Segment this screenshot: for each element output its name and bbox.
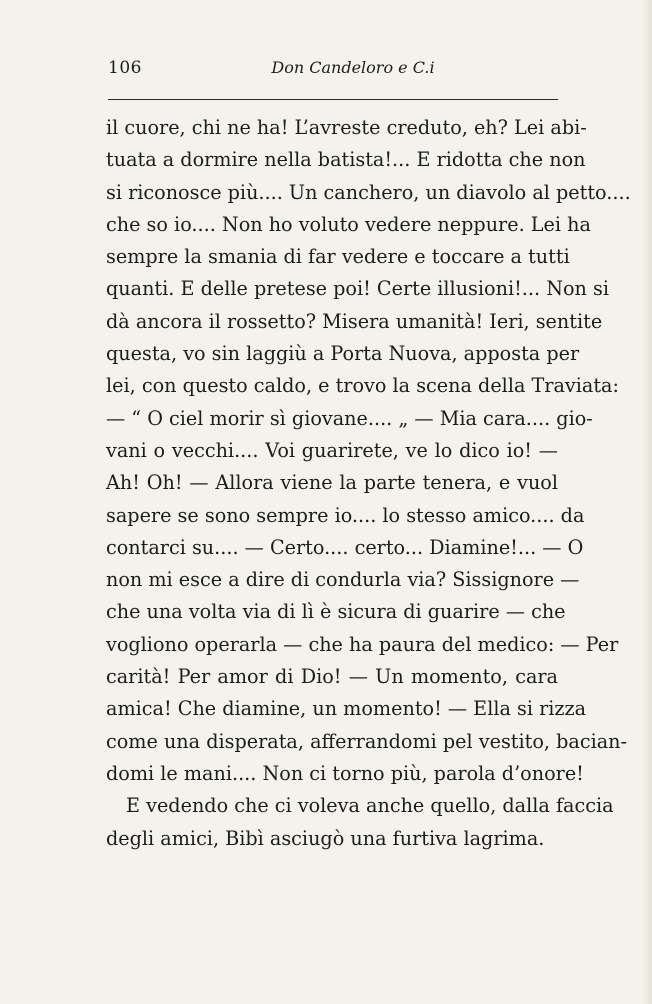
text-line: tuata a dormire nella batista!... E ridotta che non (106, 148, 586, 172)
text-line: sempre la smania di far vedere e toccare a tutti (106, 245, 570, 269)
text-line: non mi esce a dire di condurla via? Sissignore — (106, 568, 580, 592)
text-line: Ah! Oh! — Allora viene la parte tenera, e vuol (106, 471, 558, 495)
text-line: si riconosce più.... Un canchero, un diavolo al petto.... (106, 180, 631, 204)
text-line: sapere se sono sempre io.... lo stesso amico.... da (106, 503, 585, 527)
text-line: quanti. E delle pretese poi! Certe illusioni!... Non si (106, 277, 609, 301)
text-line: carità! Per amor di Dio! — Un momento, cara (106, 665, 558, 689)
text-line: — “ O ciel morir sì giovane.... „ — Mia cara.... gio- (106, 406, 593, 430)
text-line: E vedendo che ci voleva anche quello, dalla faccia (126, 794, 614, 818)
text-line: amica! Che diamine, un momento! — Ella si rizza (106, 697, 587, 721)
text-line: degli amici, Bibì asciugò una furtiva lagrima. (106, 826, 545, 850)
text-line: che una volta via di lì è sicura di guarire — che (106, 600, 566, 624)
body-text (106, 112, 631, 855)
running-title: Don Candeloro e C.i (271, 58, 435, 77)
text-line: il cuore, chi ne ha! L’avreste creduto, eh? Lei abi- (106, 116, 587, 139)
text-line: questa, vo sin laggiù a Porta Nuova, apposta per (106, 342, 580, 366)
text-line: dà ancora il rossetto? Misera umanità! Ieri, sentite (106, 309, 603, 333)
text-line: lei, con questo caldo, e trovo la scena della Traviata: (106, 374, 619, 398)
page-edge (642, 0, 652, 1004)
text-line: come una disperata, afferrandomi pel vestito, bacian- (106, 729, 628, 753)
header-rule (108, 99, 558, 100)
text-line: contarci su.... — Certo.... certo... Diamine!... — O (106, 535, 584, 559)
text-line: che so io.... Non ho voluto vedere neppure. Lei ha (106, 212, 591, 236)
page-number: 106 (108, 58, 142, 78)
text-line: domi le mani.... Non ci torno più, parola d’onore! (106, 761, 584, 785)
text-line: vogliono operarla — che ha paura del medico: — Per (106, 632, 619, 656)
text-line: vani o vecchi.... Voi guarirete, ve lo dico io! — (106, 438, 558, 462)
page-header (108, 58, 558, 86)
